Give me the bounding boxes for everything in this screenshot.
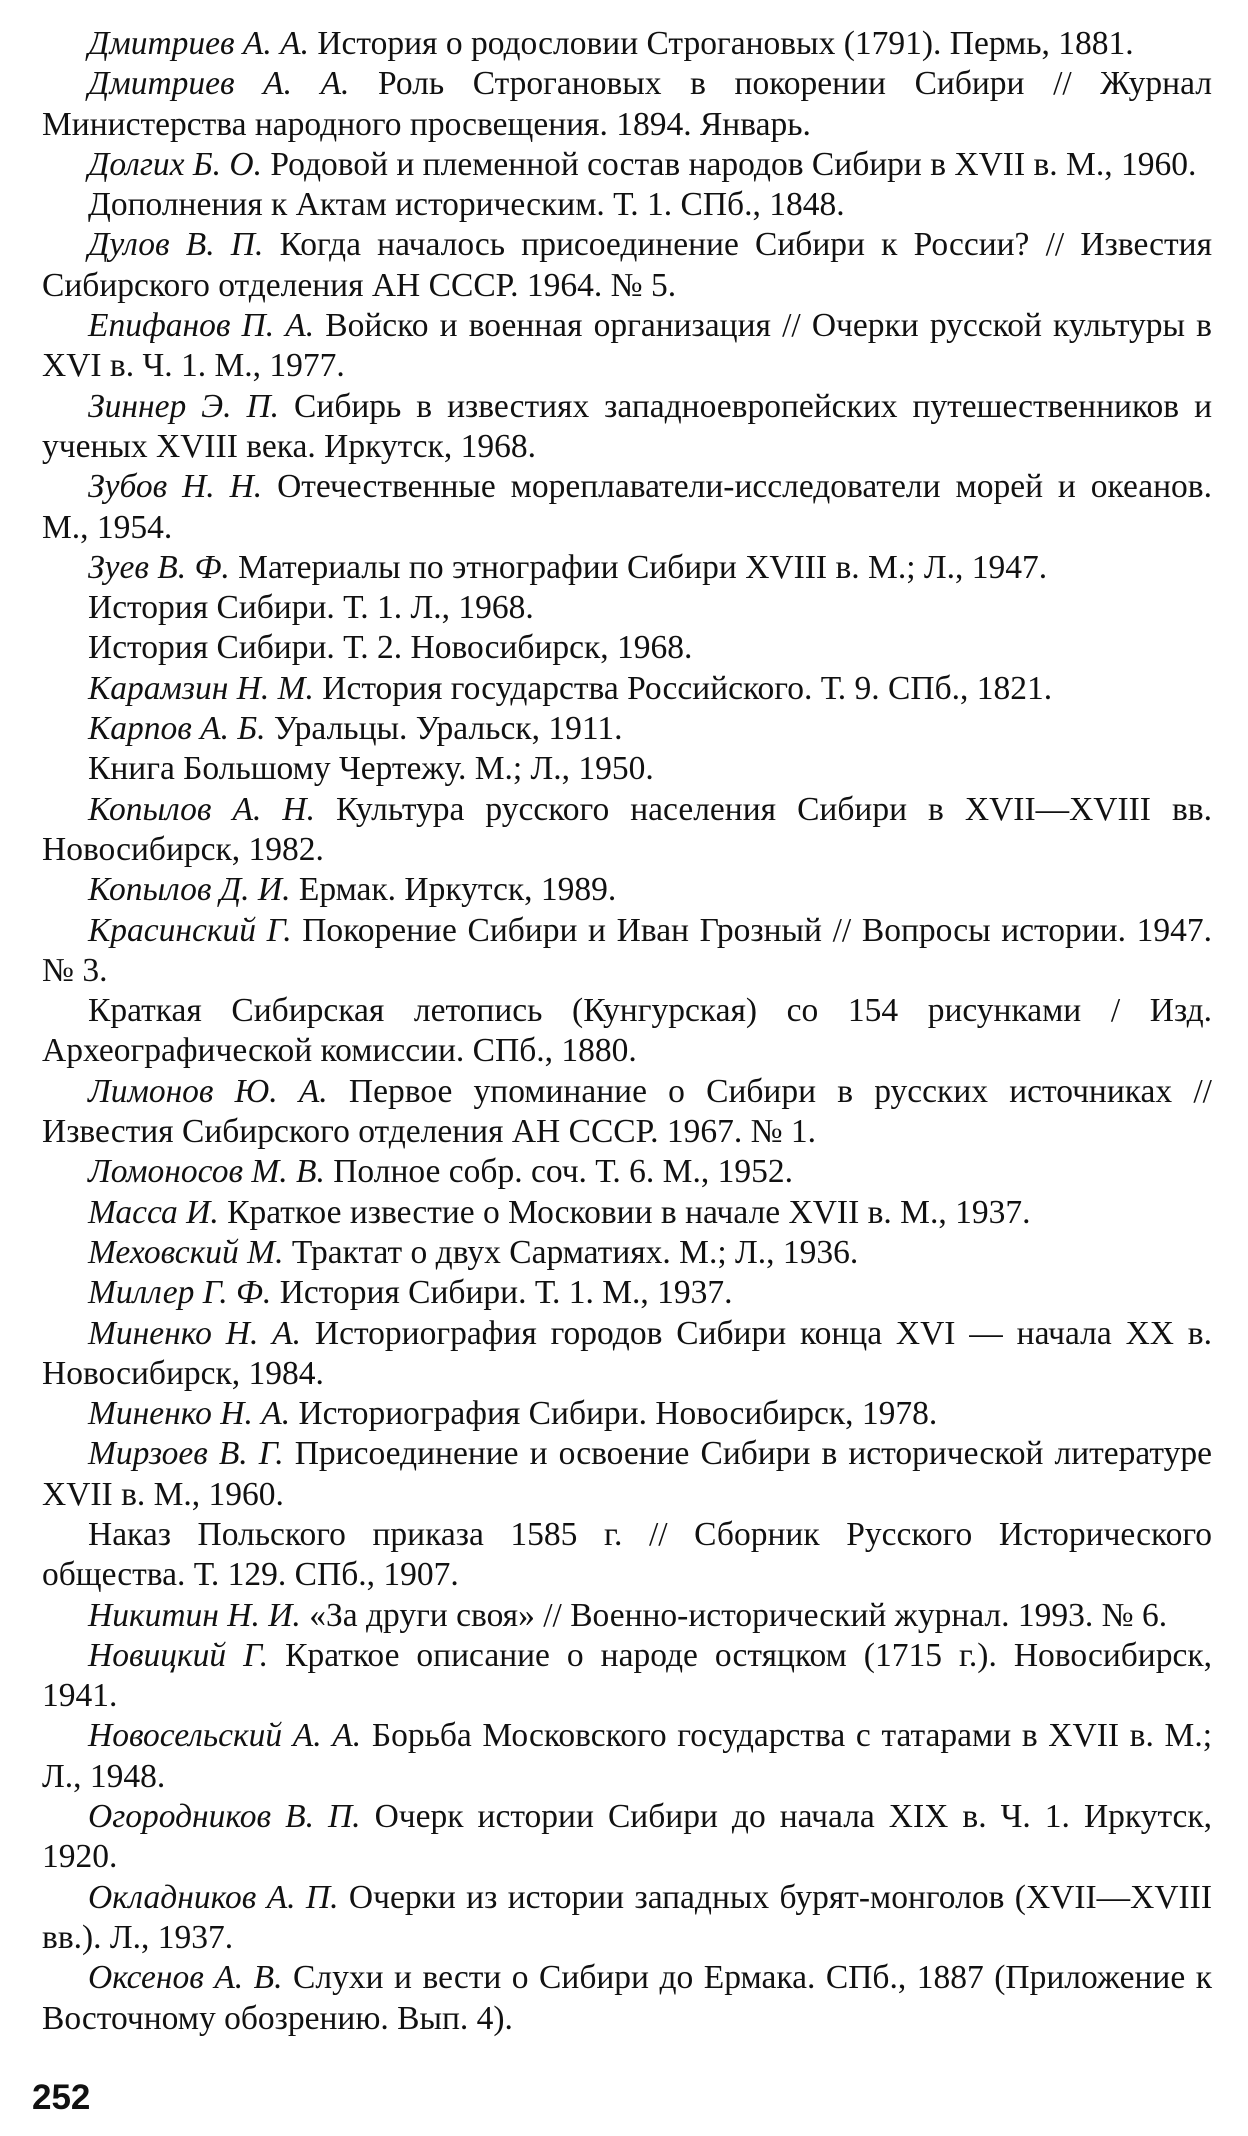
entry-text: Краткое описание о народе остяцком (1715 г.). Новосибирск, 1941.: [42, 1636, 1212, 1715]
entry-text: История Сибири. Т. 1. М., 1937.: [279, 1274, 733, 1312]
entry-author: Миненко Н. А.: [88, 1314, 302, 1352]
entry-author: Лимонов Ю. А.: [88, 1072, 328, 1110]
entry-text: Покорение Сибири и Иван Грозный // Вопросы истории. 1947. № 3.: [42, 911, 1212, 989]
bibliography-entry: [42, 1515, 1212, 1596]
bibliography-entry: [42, 911, 1212, 992]
bibliography-entry: [42, 1716, 1212, 1797]
bibliography-entry: [42, 709, 1212, 749]
entry-author: Дмитриев А. А.: [88, 25, 309, 62]
entry-text: Культура русского населения Сибири в XVII—XVIII вв. Новосибирск, 1982.: [42, 790, 1212, 868]
entry-author: Долгих Б. О.: [88, 145, 262, 183]
entry-author: Миллер Г. Ф.: [88, 1274, 272, 1312]
bibliography-entry: [42, 225, 1212, 306]
entry-text: История государства Российского. Т. 9. СПб., 1821.: [322, 669, 1053, 707]
entry-author: Красинский Г.: [88, 911, 292, 949]
entry-text: Борьба Московского государства с татарами в XVII в. М.; Л., 1948.: [42, 1717, 1212, 1795]
bibliography-entry: [42, 1394, 1212, 1434]
bibliography-entry: [42, 24, 1212, 64]
bibliography-entry: [42, 64, 1212, 145]
bibliography-entry: [42, 1596, 1212, 1636]
page-number: 252: [32, 2078, 91, 2117]
entry-text: Историография Сибири. Новосибирск, 1978.: [298, 1395, 938, 1433]
bibliography-entry: [42, 387, 1212, 468]
entry-text: Материалы по этнографии Сибири XVIII в. М.; Л., 1947.: [238, 548, 1048, 586]
bibliography-entry: [42, 870, 1212, 910]
bibliography-entry: [42, 548, 1212, 588]
entry-author: Окладников А. П.: [88, 1878, 339, 1916]
entry-author: Дулов В. П.: [88, 226, 264, 264]
entry-author: Масса И.: [88, 1193, 219, 1231]
bibliography-entry: [42, 306, 1212, 387]
bibliography-entry: [42, 749, 1212, 789]
bibliography-entry: [42, 1797, 1212, 1878]
bibliography-entry: [42, 1314, 1212, 1395]
bibliography-entry: [42, 1072, 1212, 1153]
entry-text: Уральцы. Уральск, 1911.: [273, 710, 623, 748]
entry-author: Копылов А. Н.: [88, 790, 315, 828]
entry-text: Сибирь в известиях западноевропейских путешественников и ученых XVIII века. Иркутск, 1968.: [42, 387, 1213, 465]
entry-text: Родовой и племенной состав народов Сибири в XVII в. М., 1960.: [270, 145, 1197, 183]
entry-author: Меховский М.: [88, 1233, 284, 1271]
entry-author: Епифанов П. А.: [88, 307, 315, 345]
entry-text: Дополнения к Актам историческим. Т. 1. СПб., 1848.: [88, 186, 845, 224]
entry-text: Ермак. Иркутск, 1989.: [298, 871, 617, 909]
bibliography-entry: [42, 1878, 1212, 1959]
entry-text: Книга Большому Чертежу. М.; Л., 1950.: [88, 750, 654, 788]
entry-author: Миненко Н. А.: [88, 1395, 291, 1433]
bibliography-entry: [42, 1233, 1212, 1273]
entry-author: Никитин Н. И.: [88, 1596, 301, 1634]
entry-text: Очерк истории Сибири до начала XIX в. Ч. 1. Иркутск, 1920.: [42, 1798, 1213, 1876]
entry-text: Когда началось присоединение Сибири к России? // Известия Сибирского отделения АН СССР. 1964. № 5.: [42, 226, 1212, 304]
bibliography-entry: [42, 1958, 1212, 2039]
bibliography-entry: [42, 185, 1212, 225]
entry-text: Отечественные мореплаватели-исследователи морей и океанов. М., 1954.: [42, 468, 1213, 546]
bibliography-entry: [42, 790, 1212, 871]
entry-text: Роль Строгановых в покорении Сибири // Журнал Министерства народного просвещения. 1894. Январь.: [42, 65, 1212, 143]
entry-text: Наказ Польского приказа 1585 г. // Сборник Русского Исторического общества. Т. 129. СПб., 1907.: [42, 1515, 1212, 1594]
bibliography-entry: [42, 1636, 1212, 1717]
entry-author: Мирзоев В. Г.: [88, 1435, 284, 1473]
bibliography-entry: [42, 669, 1212, 709]
entry-author: Карпов А. Б.: [88, 710, 266, 748]
entry-text: Слухи и вести о Сибири до Ермака. СПб., 1887 (Приложение к Восточному обозрению. Вып. 4).: [42, 1959, 1213, 2037]
entry-author: Зиннер Э. П.: [88, 387, 280, 425]
entry-author: Оксенов А. В.: [88, 1959, 283, 1997]
entry-author: Зубов Н. Н.: [88, 468, 263, 506]
entry-text: Краткая Сибирская летопись (Кунгурская) со 154 рисунками / Изд. Археографической комиссии. СПб., 1880.: [42, 992, 1212, 1070]
bibliography-entry: [42, 588, 1212, 628]
entry-text: История Сибири. Т. 1. Л., 1968.: [88, 589, 534, 627]
bibliography-entry: [42, 1273, 1212, 1313]
bibliography-entry: [42, 991, 1212, 1072]
entry-text: Полное собр. соч. Т. 6. М., 1952.: [333, 1153, 793, 1191]
entry-author: Ломоносов М. В.: [88, 1153, 325, 1191]
bibliography-entry: [42, 145, 1212, 185]
entry-text: Историография городов Сибири конца XVI — начала XX в. Новосибирск, 1984.: [42, 1314, 1212, 1392]
bibliography-entry: [42, 1193, 1212, 1233]
entry-text: Войско и военная организация // Очерки русской культуры в XVI в. Ч. 1. М., 1977.: [42, 307, 1212, 385]
entry-author: Карамзин Н. М.: [88, 669, 314, 707]
bibliography-entry: [42, 628, 1212, 668]
entry-author: Зуев В. Ф.: [88, 548, 230, 586]
entry-text: Краткое известие о Московии в начале XVII в. М., 1937.: [227, 1193, 1031, 1231]
entry-text: История Сибири. Т. 2. Новосибирск, 1968.: [88, 629, 693, 667]
bibliography-list: [42, 24, 1212, 2039]
entry-author: Новосельский А. А.: [88, 1717, 362, 1755]
entry-author: Дмитриев А. А.: [88, 65, 350, 103]
entry-author: Копылов Д. И.: [88, 871, 291, 909]
entry-text: История о родословии Строгановых (1791). Пермь, 1881.: [317, 25, 1134, 62]
entry-text: Присоединение и освоение Сибири в исторической литературе XVII в. М., 1960.: [42, 1435, 1212, 1513]
bibliography-entry: [42, 1152, 1212, 1192]
entry-author: Огородников В. П.: [88, 1798, 361, 1836]
bibliography-entry: [42, 1434, 1212, 1515]
entry-text: «За други своя» // Военно-исторический журнал. 1993. № 6.: [309, 1596, 1168, 1634]
entry-text: Очерки из истории западных бурят-монголов (XVII—XVIII вв.). Л., 1937.: [42, 1878, 1212, 1956]
entry-author: Новицкий Г.: [88, 1636, 269, 1674]
bibliography-entry: [42, 467, 1212, 548]
entry-text: Трактат о двух Сарматиях. М.; Л., 1936.: [291, 1233, 859, 1271]
entry-text: Первое упоминание о Сибири в русских источниках // Известия Сибирского отделения АН СССР. 1967. № 1.: [42, 1072, 1212, 1151]
